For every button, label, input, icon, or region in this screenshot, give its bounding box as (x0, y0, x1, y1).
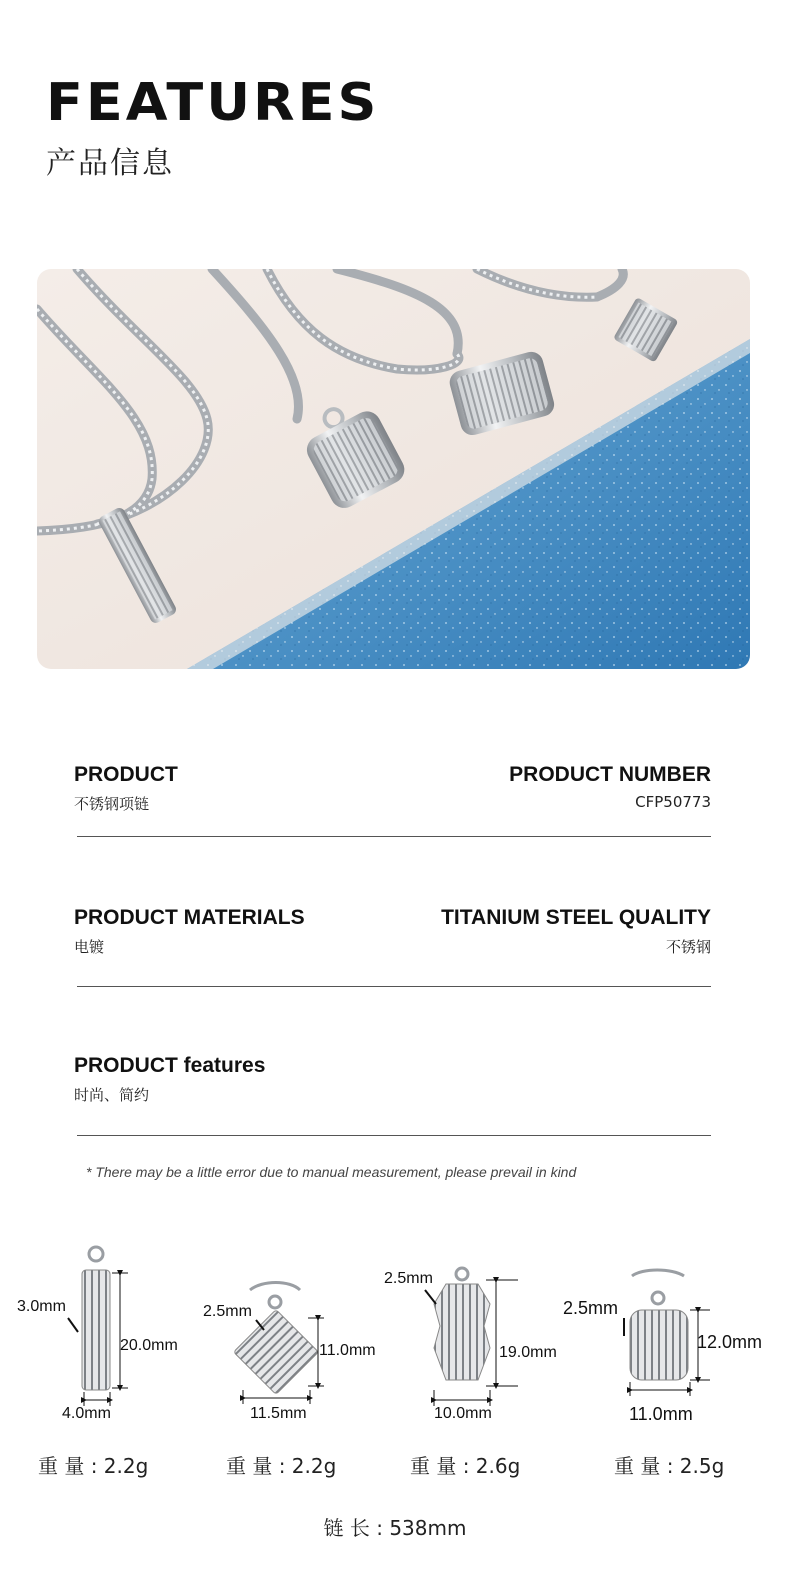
pendant-3-diagram (425, 1268, 518, 1406)
pendant-2-thickness: 2.5mm (203, 1303, 252, 1320)
pendant-1-weight: 重 量 : 2.2g (38, 1454, 149, 1478)
spec-product-value: 不锈钢项链 (74, 795, 150, 813)
spec-product-number-label: PRODUCT NUMBER (509, 763, 711, 786)
pendant-1-height: 20.0mm (120, 1337, 178, 1354)
spec-product (74, 763, 178, 814)
necklace-photo-illustration (37, 269, 750, 669)
divider (77, 986, 711, 987)
pendant-2-width: 11.5mm (250, 1405, 307, 1422)
page-title: FEATURES (46, 72, 380, 133)
spec-materials (74, 906, 305, 957)
pendant-2-height: 11.0mm (319, 1342, 376, 1359)
chain-length: 链 长 : 538mm (323, 1516, 467, 1540)
spec-features (74, 1054, 265, 1105)
spec-quality (441, 906, 711, 957)
spec-quality-label: TITANIUM STEEL QUALITY (441, 906, 711, 929)
pendant-4-width: 11.0mm (629, 1404, 693, 1424)
spec-features-value: 时尚、简约 (74, 1086, 150, 1104)
spec-product-number-value: CFP50773 (635, 793, 711, 811)
spec-quality-value: 不锈钢 (665, 938, 711, 956)
product-photo (37, 269, 750, 669)
pendant-1-diagram (68, 1247, 128, 1406)
pendant-1-thickness: 3.0mm (17, 1298, 66, 1315)
divider (77, 1135, 711, 1136)
divider (77, 836, 711, 837)
page-subtitle: 产品信息 (46, 146, 174, 181)
measurement-note: * There may be a little error due to manual measurement, please prevail in kind (86, 1164, 577, 1180)
pendant-3-width: 10.0mm (434, 1405, 492, 1422)
spec-materials-label: PRODUCT MATERIALS (74, 906, 305, 929)
spec-features-label: PRODUCT features (74, 1054, 266, 1077)
pendant-4-thickness: 2.5mm (563, 1298, 619, 1318)
pendant-3-thickness: 2.5mm (384, 1270, 433, 1287)
spec-product-label: PRODUCT (74, 763, 178, 786)
pendant-3-height: 19.0mm (499, 1344, 557, 1361)
pendant-2-diagram (234, 1283, 324, 1405)
pendant-4-height: 12.0mm (697, 1332, 763, 1352)
spec-product-number (509, 763, 711, 811)
pendant-4-weight: 重 量 : 2.5g (614, 1454, 725, 1478)
pendant-3-weight: 重 量 : 2.6g (410, 1454, 521, 1478)
spec-materials-value: 电镀 (74, 938, 105, 956)
pendant-1-width: 4.0mm (62, 1405, 111, 1422)
pendant-2-weight: 重 量 : 2.2g (226, 1454, 337, 1478)
